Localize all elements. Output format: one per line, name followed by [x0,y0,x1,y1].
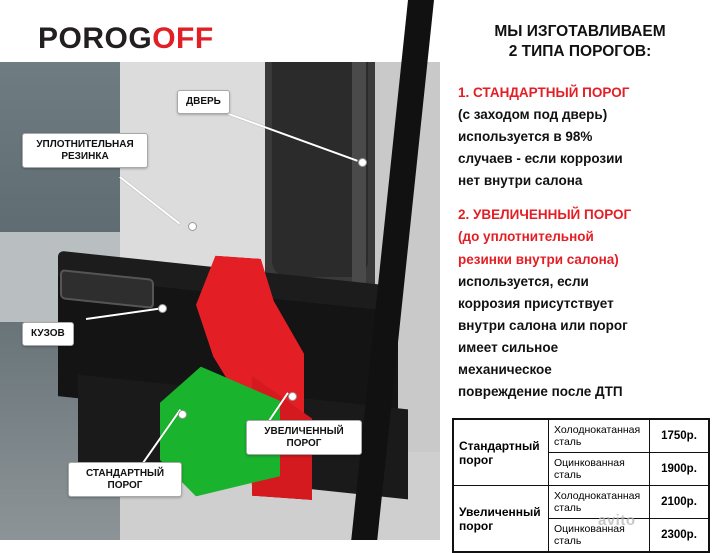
enlarged-text-3: внутри салона или порог [458,317,628,333]
panel-body [458,84,710,417]
callout-body-label: КУЗОВ [31,328,65,339]
logo-text-accent: OFF [152,22,214,55]
callout-door-label: ДВЕРЬ [186,96,221,107]
standard-text-3: нет внутри салона [458,173,583,189]
price-material-3: Оцинкованная сталь [549,519,650,553]
table-row [453,419,709,453]
price-material-2: Холоднокатанная сталь [549,486,650,519]
callout-rubber [22,133,148,168]
price-material-0: Холоднокатанная сталь [549,419,650,453]
callout-rubber-label-2: РЕЗИНКА [61,150,109,162]
callout-door [177,90,230,114]
enlarged-text-5: механическое [458,361,552,377]
standard-heading: 1. СТАНДАРТНЫЙ ПОРОГ [458,85,630,100]
panel-title [442,22,718,62]
leader-dot-body [158,304,167,313]
enlarged-text-2: коррозия присутствует [458,295,614,311]
enlarged-text-6: повреждение после ДТП [458,384,623,400]
callout-body [22,322,74,346]
standard-text-1: используется в 98% [458,129,593,145]
panel-title-line-2: 2 ТИПА ПОРОГОВ: [508,42,652,60]
sill-type-block-enlarged [458,206,710,401]
standard-subheading: (с заходом под дверь) [458,107,608,123]
price-value-0: 1750р. [650,419,710,453]
panel-title-line-1: МЫ ИЗГОТАВЛИВАЕМ [494,23,666,40]
sill-type-block-standard [458,84,710,190]
enlarged-subheading-1: (до уплотнительной [458,229,594,245]
price-material-1: Оцинкованная сталь [549,453,650,486]
enlarged-text-4: имеет сильное [458,339,559,355]
callout-enlarged-label-2: ПОРОГ [286,437,322,449]
car-door-edge-shape [352,62,366,287]
table-row [453,486,709,519]
standard-text-2: случаев - если коррозии [458,151,623,167]
enlarged-heading: 2. УВЕЛИЧЕННЫЙ ПОРОГ [458,207,632,223]
price-value-3: 2300р. [650,519,710,553]
leader-dot-door [358,158,367,167]
callout-standard [68,462,182,497]
enlarged-text-1: используется, если [458,273,589,289]
leader-dot-standard [178,410,187,419]
callout-rubber-label-1: УПЛОТНИТЕЛЬНАЯ [36,139,134,150]
callout-standard-label-1: СТАНДАРТНЫЙ [85,468,165,479]
callout-enlarged [246,420,362,455]
price-table [452,418,710,553]
watermark: avito [598,512,636,529]
leader-dot-rubber [188,222,197,231]
price-value-2: 2100р. [650,486,710,519]
callout-enlarged-label-1: УВЕЛИЧЕННЫЙ [264,426,344,437]
callout-standard-label-2: ПОРОГ [107,479,143,491]
brand-logo [38,22,214,56]
price-category-standard: Стандартный порог [453,419,549,486]
logo-text-primary: POROG [38,22,153,55]
leader-dot-enlarged [288,392,297,401]
price-category-enlarged: Увеличенный порог [453,486,549,553]
enlarged-subheading-2: резинки внутри салона) [458,251,619,267]
price-value-1: 1900р. [650,453,710,486]
